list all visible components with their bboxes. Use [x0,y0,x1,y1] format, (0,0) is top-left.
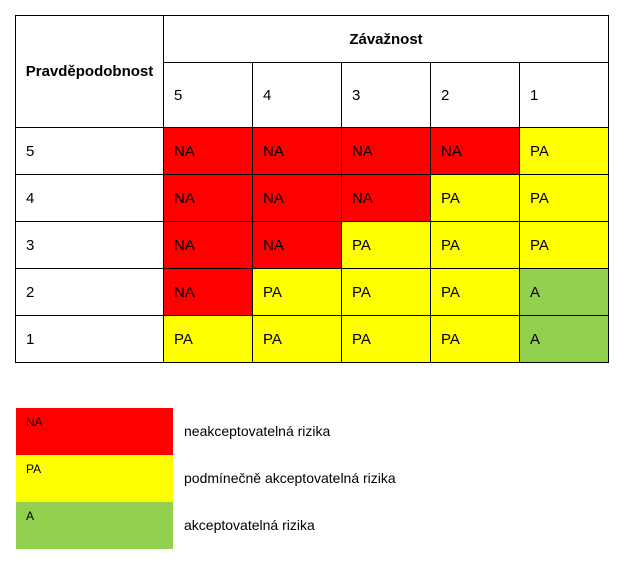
risk-cell-pa: PA [342,222,431,269]
risk-cell-na: NA [342,128,431,175]
probability-level: 3 [16,222,164,269]
risk-cell-na: NA [253,222,342,269]
legend-label: akceptovatelná rizika [184,517,315,533]
risk-cell-na: NA [342,175,431,222]
severity-level: 3 [342,63,431,128]
risk-cell-pa: PA [253,269,342,316]
probability-level: 2 [16,269,164,316]
risk-cell-na: NA [164,175,253,222]
legend-code: A [26,509,35,523]
probability-header: Pravděpodobnost [16,16,164,128]
risk-cell-pa: PA [431,316,520,363]
risk-cell-pa: PA [342,316,431,363]
legend-swatch-pa [16,455,173,502]
legend-label: neakceptovatelná rizika [184,423,331,439]
severity-header: Závažnost [164,16,609,63]
risk-cell-na: NA [253,175,342,222]
risk-cell-pa: PA [520,175,609,222]
probability-level: 5 [16,128,164,175]
probability-level: 1 [16,316,164,363]
risk-cell-pa: PA [520,128,609,175]
risk-matrix-table [15,15,609,363]
probability-row [16,269,609,316]
risk-cell-a: A [520,316,609,363]
legend-swatch-a [16,502,173,549]
severity-level: 1 [520,63,609,128]
probability-level: 4 [16,175,164,222]
legend-code: PA [26,462,42,476]
risk-cell-na: NA [253,128,342,175]
legend-swatch-na [16,408,173,455]
risk-cell-pa: PA [342,269,431,316]
risk-cell-na: NA [164,222,253,269]
probability-row [16,222,609,269]
risk-cell-a: A [520,269,609,316]
probability-row [16,316,609,363]
risk-cell-pa: PA [253,316,342,363]
legend-label: podmínečně akceptovatelná rizika [184,470,396,486]
risk-cell-pa: PA [164,316,253,363]
probability-row [16,128,609,175]
legend-code: NA [26,415,43,429]
risk-cell-pa: PA [431,269,520,316]
risk-cell-na: NA [164,269,253,316]
risk-cell-na: NA [431,128,520,175]
severity-level: 5 [164,63,253,128]
risk-cell-pa: PA [431,175,520,222]
severity-level: 4 [253,63,342,128]
severity-level: 2 [431,63,520,128]
risk-cell-pa: PA [520,222,609,269]
probability-row [16,175,609,222]
risk-cell-pa: PA [431,222,520,269]
risk-cell-na: NA [164,128,253,175]
